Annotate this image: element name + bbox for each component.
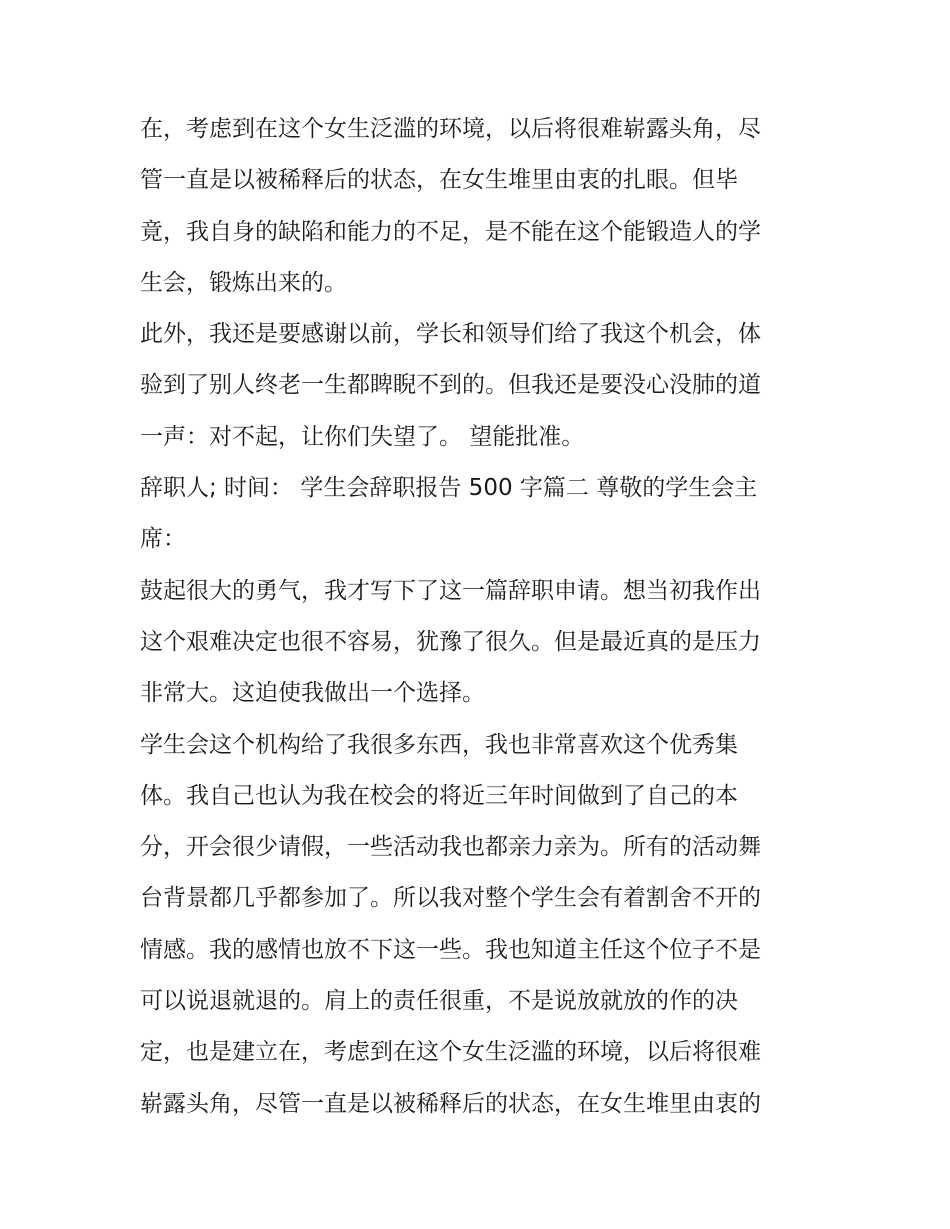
- text-line-16: 台背景都几乎都参加了。所以我对整个学生会有着割舍不开的: [140, 885, 761, 912]
- text-line-15: 分，开会很少请假，一些活动我也都亲力亲为。所有的活动舞: [140, 834, 761, 861]
- text-line-3: 竟，我自身的缺陷和能力的不足，是不能在这个能锻造人的学: [140, 218, 761, 245]
- text-line-12: 非常大。这迫使我做出一个选择。: [140, 680, 485, 707]
- text-line-9: 席：: [140, 526, 186, 553]
- text-line-2: 管一直是以被稀释后的状态，在女生堆里由衷的扎眼。但毕: [140, 167, 738, 194]
- text-line-20: 崭露头角，尽管一直是以被稀释后的状态，在女生堆里由衷的: [140, 1090, 761, 1117]
- text-line-10: 鼓起很大的勇气，我才写下了这一篇辞职申请。想当初我作出: [140, 577, 761, 604]
- text-line-8: 辞职人; 时间： 学生会辞职报告 500 字篇二 尊敬的学生会主: [140, 475, 758, 502]
- text-line-11: 这个艰难决定也很不容易，犹豫了很久。但是最近真的是压力: [140, 628, 761, 655]
- document-body: [140, 104, 820, 1130]
- text-line-13: 学生会这个机构给了我很多东西，我也非常喜欢这个优秀集: [140, 731, 738, 758]
- text-line-6: 验到了别人终老一生都睥睨不到的。但我还是要没心没肺的道: [140, 372, 761, 399]
- text-line-17: 情感。我的感情也放不下这一些。我也知道主任这个位子不是: [140, 936, 761, 963]
- text-line-5: 此外，我还是要感谢以前，学长和领导们给了我这个机会，体: [140, 321, 761, 348]
- text-line-18: 可以说退就退的。肩上的责任很重，不是说放就放的作的决: [140, 988, 738, 1015]
- text-line-19: 定，也是建立在，考虑到在这个女生泛滥的环境，以后将很难: [140, 1039, 761, 1066]
- text-line-14: 体。我自己也认为我在校会的将近三年时间做到了自己的本: [140, 782, 738, 809]
- text-line-4: 生会，锻炼出来的。: [140, 269, 347, 296]
- text-line-7: 一声：对不起，让你们失望了。 望能批准。: [140, 423, 585, 450]
- text-line-1: 在，考虑到在这个女生泛滥的环境，以后将很难崭露头角，尽: [140, 116, 761, 142]
